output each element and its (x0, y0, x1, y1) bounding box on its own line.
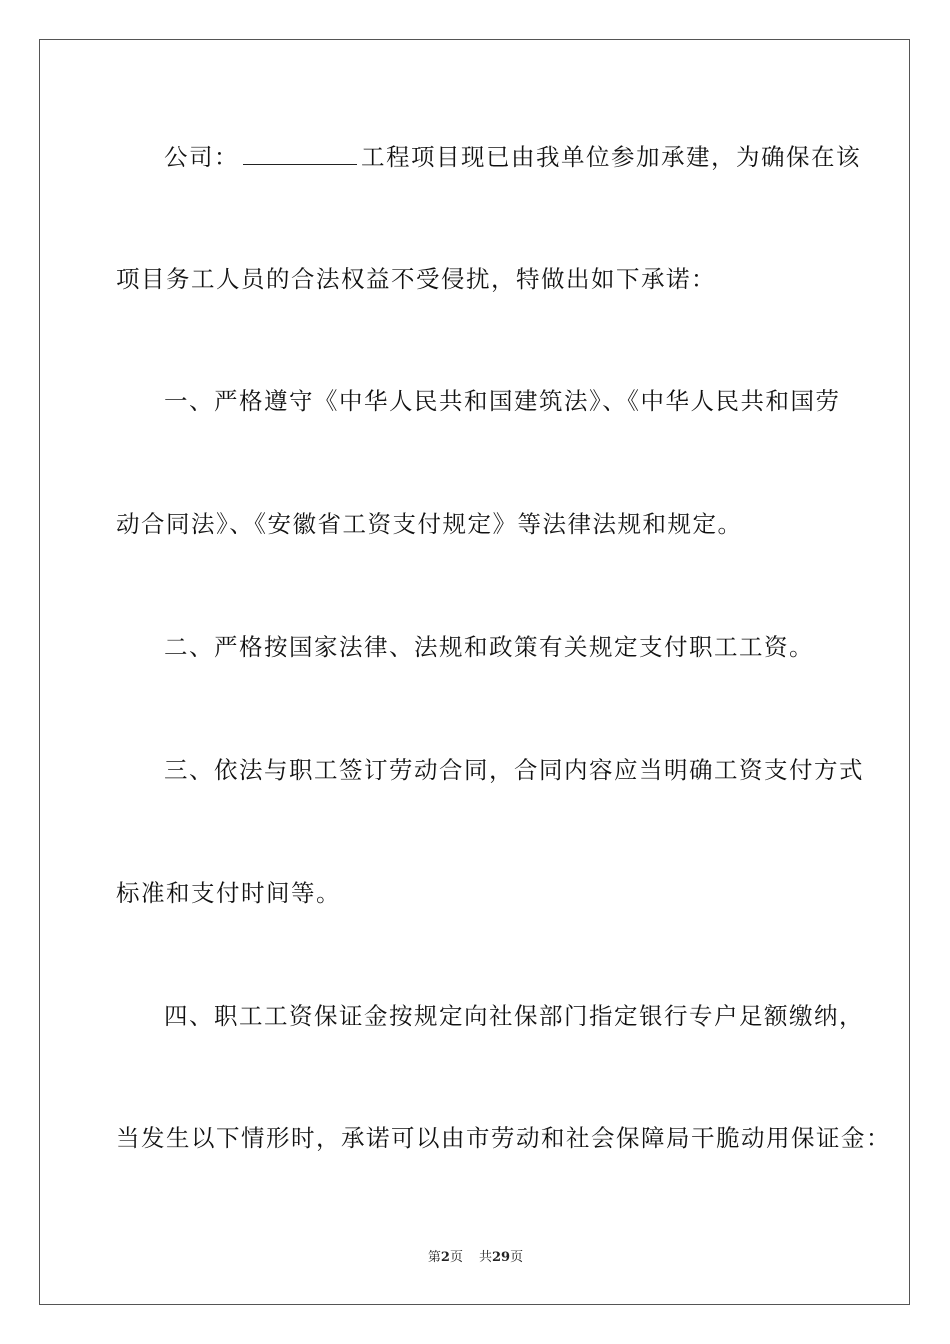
page-prefix: 第 (427, 1250, 441, 1265)
paragraph-1-line-1 (40, 142, 950, 172)
total-prefix: 共 (478, 1250, 492, 1265)
paragraph-2-line-2: 动合同法》、《安徽省工资支付规定》等法律法规和规定。 (116, 510, 743, 538)
page-number: 2 (440, 1250, 450, 1265)
paragraph-4-line-1: 三、依法与职工签订劳动合同，合同内容应当明确工资支付方式 (164, 756, 864, 784)
paragraph-5-line-1: 四、职工工资保证金按规定向社保部门指定银行专户足额缴纳， (164, 1002, 864, 1030)
paragraph-1-line-2: 项目务工人员的合法权益不受侵扰，特做出如下承诺： (116, 265, 716, 293)
paragraph-5-line-2: 当发生以下情形时，承诺可以由市劳动和社会保障局干脆动用保证金： (116, 1124, 891, 1152)
page-suffix: 页 (449, 1250, 463, 1265)
total-pages: 29 (491, 1250, 511, 1265)
paragraph-1-line-1-text: 工程项目现已由我单位参加承建，为确保在该 (361, 143, 861, 171)
fill-in-blank (243, 142, 357, 165)
paragraph-2-line-1: 一、严格遵守《中华人民共和国建筑法》、《中华人民共和国劳 (164, 387, 841, 415)
total-suffix: 页 (510, 1250, 524, 1265)
document-page (39, 39, 910, 1305)
paragraph-4-line-2: 标准和支付时间等。 (116, 879, 341, 907)
company-label: 公司： (164, 143, 239, 171)
page-footer (40, 1246, 911, 1265)
paragraph-3-line-1: 二、严格按国家法律、法规和政策有关规定支付职工工资。 (164, 633, 814, 661)
